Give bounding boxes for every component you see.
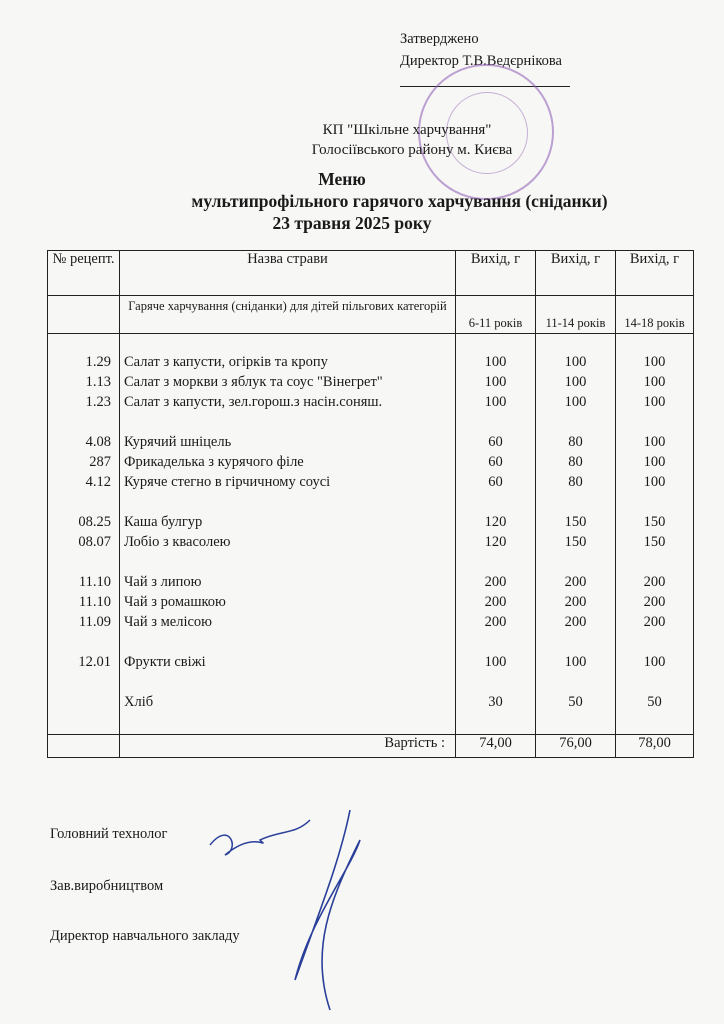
recipe-number: 08.07 xyxy=(48,534,120,554)
table-row xyxy=(48,694,694,714)
yield-3: 100 xyxy=(616,454,694,474)
signature-technologist: Головний технолог xyxy=(50,826,168,842)
recipe-number: 12.01 xyxy=(48,654,120,674)
yield-3: 100 xyxy=(616,374,694,394)
yield-2: 100 xyxy=(536,394,616,414)
yield-1: 60 xyxy=(456,454,536,474)
yield-1: 120 xyxy=(456,514,536,534)
yield-3: 150 xyxy=(616,534,694,554)
yield-2: 80 xyxy=(536,454,616,474)
menu-heading: Меню xyxy=(318,169,366,189)
recipe-number: 1.29 xyxy=(48,354,120,374)
signature-production: Зав.виробництвом xyxy=(50,878,164,894)
table-row xyxy=(48,534,694,554)
header-yield-3: Вихід, г xyxy=(616,251,694,296)
yield-3: 200 xyxy=(616,594,694,614)
recipe-number: 11.10 xyxy=(48,574,120,594)
dish-name: Каша булгур xyxy=(120,514,456,534)
menu-subheading: мультипрофільного гарячого харчування (сніданки) xyxy=(191,191,608,211)
cost-1: 74,00 xyxy=(456,735,536,758)
org-district: Голосіївського району м. Києва xyxy=(311,142,513,158)
yield-3: 200 xyxy=(616,614,694,634)
table-row xyxy=(48,654,694,674)
dish-name: Салат з моркви з яблук та соус "Вінегрет" xyxy=(120,374,456,394)
recipe-number: 287 xyxy=(48,454,120,474)
yield-2: 150 xyxy=(536,534,616,554)
table-header-row xyxy=(48,251,694,296)
yield-2: 100 xyxy=(536,354,616,374)
dish-name: Чай з мелісою xyxy=(120,614,456,634)
yield-1: 200 xyxy=(456,614,536,634)
yield-1: 120 xyxy=(456,534,536,554)
yield-1: 200 xyxy=(456,594,536,614)
yield-2: 150 xyxy=(536,514,616,534)
yield-1: 60 xyxy=(456,434,536,454)
cost-label: Вартість : xyxy=(120,735,456,758)
yield-3: 50 xyxy=(616,694,694,714)
dish-name: Фрукти свіжі xyxy=(120,654,456,674)
header-dish: Назва страви xyxy=(120,251,456,296)
yield-1: 100 xyxy=(456,394,536,414)
category-label: Гаряче харчування (сніданки) для дітей пільгових категорій xyxy=(120,296,456,334)
menu-title xyxy=(0,168,724,234)
table-row xyxy=(48,514,694,534)
yield-3: 100 xyxy=(616,654,694,674)
menu-date: 23 травня 2025 року xyxy=(272,213,432,233)
yield-2: 100 xyxy=(536,654,616,674)
table-row xyxy=(48,594,694,614)
yield-1: 100 xyxy=(456,654,536,674)
table-row xyxy=(48,354,694,374)
recipe-number: 4.08 xyxy=(48,434,120,454)
table-row xyxy=(48,374,694,394)
yield-1: 200 xyxy=(456,574,536,594)
yield-3: 100 xyxy=(616,474,694,494)
age-group-3: 14-18 років xyxy=(616,296,694,334)
table-row xyxy=(48,454,694,474)
recipe-number: 08.25 xyxy=(48,514,120,534)
approval-title: Затверджено xyxy=(400,31,479,47)
yield-2: 200 xyxy=(536,574,616,594)
age-group-2: 11-14 років xyxy=(536,296,616,334)
yield-2: 80 xyxy=(536,474,616,494)
yield-3: 200 xyxy=(616,574,694,594)
age-group-1: 6-11 років xyxy=(456,296,536,334)
cost-row xyxy=(48,735,694,758)
recipe-number: 1.23 xyxy=(48,394,120,414)
organization-header xyxy=(0,120,724,160)
dish-name: Чай з ромашкою xyxy=(120,594,456,614)
yield-2: 100 xyxy=(536,374,616,394)
yield-1: 60 xyxy=(456,474,536,494)
dish-name: Салат з капусти, зел.горош.з насін.соняш. xyxy=(120,394,456,414)
yield-3: 100 xyxy=(616,434,694,454)
recipe-number: 1.13 xyxy=(48,374,120,394)
yield-1: 100 xyxy=(456,354,536,374)
table-row xyxy=(48,394,694,414)
table-row xyxy=(48,574,694,594)
dish-name: Фрикаделька з курячого філе xyxy=(120,454,456,474)
yield-2: 50 xyxy=(536,694,616,714)
dish-name: Хліб xyxy=(120,694,456,714)
dish-name: Лобіо з квасолею xyxy=(120,534,456,554)
yield-2: 200 xyxy=(536,594,616,614)
signature-director: Директор навчального закладу xyxy=(50,928,240,944)
approval-director: Директор Т.В.Ведєрнікова xyxy=(400,53,562,69)
yield-3: 150 xyxy=(616,514,694,534)
recipe-number: 4.12 xyxy=(48,474,120,494)
header-yield-1: Вихід, г xyxy=(456,251,536,296)
yield-3: 100 xyxy=(616,354,694,374)
table-row xyxy=(48,474,694,494)
cost-2: 76,00 xyxy=(536,735,616,758)
dish-name: Курячий шніцель xyxy=(120,434,456,454)
yield-1: 30 xyxy=(456,694,536,714)
dish-name: Куряче стегно в гірчичному соусі xyxy=(120,474,456,494)
handwritten-signature xyxy=(200,800,440,1020)
menu-table xyxy=(47,250,694,758)
dish-name: Салат з капусти, огірків та кропу xyxy=(120,354,456,374)
recipe-number xyxy=(48,694,120,714)
table-row xyxy=(48,614,694,634)
table-row xyxy=(48,434,694,454)
yield-2: 80 xyxy=(536,434,616,454)
category-row xyxy=(48,296,694,334)
cost-3: 78,00 xyxy=(616,735,694,758)
dish-name: Чай з липою xyxy=(120,574,456,594)
recipe-number: 11.09 xyxy=(48,614,120,634)
header-yield-2: Вихід, г xyxy=(536,251,616,296)
org-name: КП "Шкільне харчування" xyxy=(322,122,492,138)
yield-3: 100 xyxy=(616,394,694,414)
header-recipe: № рецепт. xyxy=(48,251,120,296)
yield-2: 200 xyxy=(536,614,616,634)
yield-1: 100 xyxy=(456,374,536,394)
recipe-number: 11.10 xyxy=(48,594,120,614)
